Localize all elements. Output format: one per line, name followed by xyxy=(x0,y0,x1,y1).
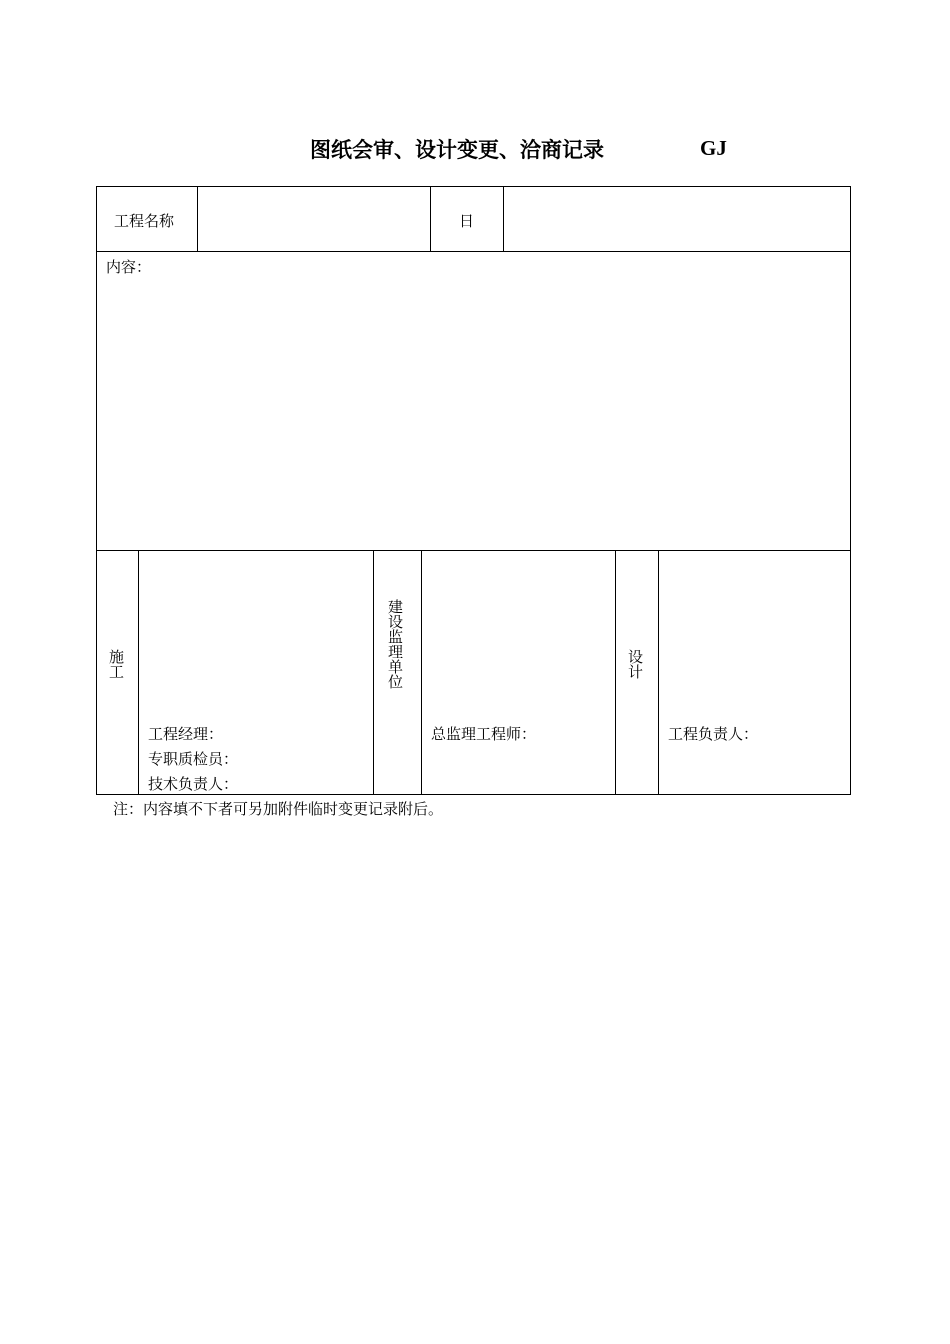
content-field[interactable] xyxy=(97,277,850,549)
record-form xyxy=(96,186,851,795)
construction-unit-label: 施工 xyxy=(107,649,125,679)
project-name-label: 工程名称 xyxy=(114,212,175,230)
row1-col-divider-2 xyxy=(430,187,431,251)
date-label: 日 xyxy=(459,212,475,230)
footer-note: 注：内容填不下者可另加附件临时变更记录附后。 xyxy=(113,800,444,818)
sig-divider-2 xyxy=(373,551,374,794)
sig-divider-3 xyxy=(421,551,422,794)
document-code: GJ xyxy=(700,136,727,160)
content-label: 内容： xyxy=(106,258,152,276)
sig-divider-1 xyxy=(138,551,139,794)
chief-supervisor-field[interactable]: 总监理工程师： xyxy=(431,725,537,743)
date-field[interactable] xyxy=(504,187,850,251)
quality-inspector-field[interactable]: 专职质检员： xyxy=(148,750,239,768)
design-unit-label: 设计 xyxy=(626,649,644,679)
content-divider xyxy=(97,550,850,551)
document-title: 图纸会审、设计变更、洽商记录 xyxy=(310,137,604,162)
project-name-field[interactable] xyxy=(198,187,430,251)
design-lead-field[interactable]: 工程负责人： xyxy=(668,725,759,743)
row1-divider xyxy=(97,251,850,252)
project-manager-field[interactable]: 工程经理： xyxy=(148,725,224,743)
supervision-unit-label: 建设监理单位 xyxy=(386,599,404,689)
sig-divider-5 xyxy=(658,551,659,794)
sig-divider-4 xyxy=(615,551,616,794)
technical-lead-field[interactable]: 技术负责人： xyxy=(148,775,239,793)
